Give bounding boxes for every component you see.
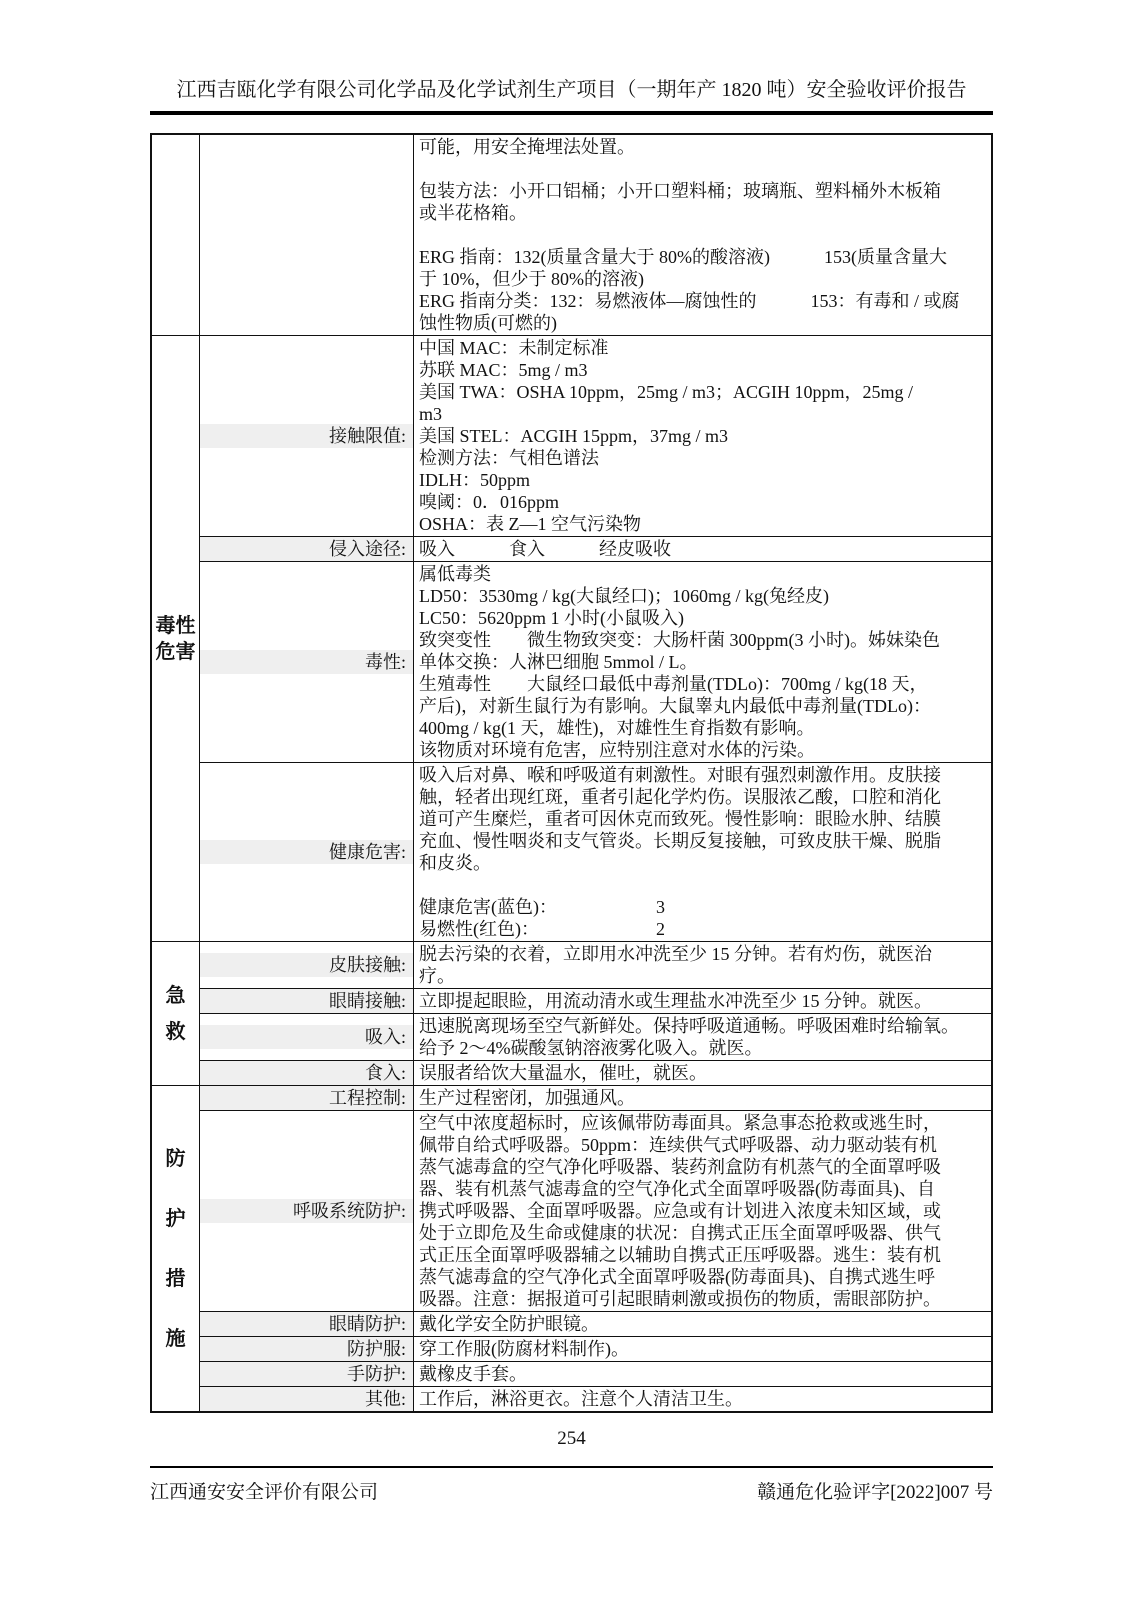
row-eye-contact — [200, 989, 991, 1014]
row-eye-protection — [200, 1312, 991, 1337]
row-packaging-erg — [200, 135, 991, 335]
row-label: 眼睛防护: — [200, 1312, 413, 1336]
row-label: 毒性: — [200, 650, 413, 674]
footer-doc-number: 赣通危化验评字[2022]007 号 — [757, 1482, 993, 1503]
page-number: 254 — [557, 1428, 586, 1449]
document-footer — [150, 1466, 993, 1504]
report-title: 江西吉瓯化学有限公司化学品及化学试剂生产项目（一期年产 1820 吨）安全验收评价报告 — [176, 79, 967, 101]
label-cell-empty — [200, 135, 414, 335]
row-label: 手防护: — [200, 1362, 413, 1386]
row-content: 吸入 食入 经皮吸收 — [419, 539, 671, 559]
row-ingestion — [200, 1061, 991, 1085]
row-label: 侵入途径: — [200, 537, 413, 561]
row-protective-clothing — [200, 1337, 991, 1362]
row-inhalation — [200, 1014, 991, 1061]
row-label: 呼吸系统防护: — [200, 1199, 413, 1223]
row-content: 脱去污染的衣着，立即用水冲洗至少 15 分钟。若有灼伤，就医治 疗。 — [419, 944, 932, 986]
msds-table — [150, 133, 993, 1413]
category-cell-empty — [152, 135, 200, 335]
row-engineering-control — [200, 1086, 991, 1111]
row-content: 误服者给饮大量温水，催吐，就医。 — [419, 1063, 707, 1083]
row-content: 戴化学安全防护眼镜。 — [419, 1314, 599, 1334]
row-label: 接触限值: — [200, 424, 413, 448]
category-cell-protective-measures: 防 护 措 施 — [152, 1086, 200, 1411]
category-cell-first-aid: 急 救 — [152, 942, 200, 1085]
row-content: 中国 MAC：未制定标准 苏联 MAC：5mg / m3 美国 TWA：OSHA 10ppm，25mg / m3；ACGIH 10ppm，25mg / m3 美国 STEL：ACGIH 15ppm，37mg / m3 检测方法：气相色谱法 IDLH：50ppm 嗅阈：0．016ppm OSHA：表 Z—1 空气污染物 — [419, 338, 914, 534]
row-invasion-route — [200, 537, 991, 562]
row-content: 属低毒类 LD50：3530mg / kg(大鼠经口)；1060mg / kg(兔经皮) LC50：5620ppm 1 小时(小鼠吸入) 致突变性 微生物致突变：大肠杆菌 300ppm(3 小时)。姊妹染色 单体交换：人淋巴细胞 5mmol / L。 生殖毒性 大鼠经口最低中毒剂量(TDLo)：700mg / kg(18 天， 产后)，对新生鼠行为有影响。大鼠睾丸内最低中毒剂量(TDLo)： 400mg / kg(1 天，雄性)，对雄性生育指数有影响。 该物质对环境有危害，应特别注意对水体的污染。 — [419, 564, 940, 760]
row-skin-contact — [200, 942, 991, 989]
report-header — [150, 78, 993, 115]
row-label: 工程控制: — [200, 1086, 413, 1110]
row-label: 食入: — [200, 1061, 413, 1085]
row-content: 生产过程密闭，加强通风。 — [419, 1088, 635, 1108]
footer-company: 江西通安安全评价有限公司 — [150, 1482, 379, 1503]
row-content: 戴橡皮手套。 — [419, 1364, 527, 1384]
row-hand-protection — [200, 1362, 991, 1387]
row-health-hazard — [200, 763, 991, 941]
row-content: 工作后，淋浴更衣。注意个人清洁卫生。 — [419, 1389, 743, 1409]
row-respiratory-protection — [200, 1111, 991, 1312]
row-label: 其他: — [200, 1387, 413, 1411]
row-label: 健康危害: — [200, 840, 413, 864]
row-content: 迅速脱离现场至空气新鲜处。保持呼吸道通畅。呼吸困难时给输氧。 给予 2～4%碳酸氢钠溶液雾化吸入。就医。 — [419, 1016, 959, 1058]
row-content: 穿工作服(防腐材料制作)。 — [419, 1339, 629, 1359]
row-label: 皮肤接触: — [200, 953, 413, 977]
section-continuation — [152, 135, 991, 336]
section-first-aid — [152, 942, 991, 1086]
row-other — [200, 1387, 991, 1411]
section-toxicity-hazard — [152, 336, 991, 942]
row-label: 防护服: — [200, 1337, 413, 1361]
row-content: 可能，用安全掩埋法处置。 包装方法：小开口铝桶；小开口塑料桶；玻璃瓶、塑料桶外木板箱 或半花格箱。 ERG 指南：132(质量含量大于 80%的酸溶液) 153(质量含量大 于 10%，但少于 80%的溶液) ERG 指南分类：132：易燃液体—腐蚀性的 153：有毒和 / 或腐 蚀性物质(可燃的) — [419, 137, 960, 333]
row-exposure-limit — [200, 336, 991, 537]
row-content: 立即提起眼睑，用流动清水或生理盐水冲洗至少 15 分钟。就医。 — [419, 991, 932, 1011]
row-toxicity — [200, 562, 991, 763]
row-content: 空气中浓度超标时，应该佩带防毒面具。紧急事态抢救或逃生时， 佩带自给式呼吸器。50ppm：连续供气式呼吸器、动力驱动装有机 蒸气滤毒盒的空气净化呼吸器、装药剂盒防有机蒸气的全面罩呼吸 器、装有机蒸气滤毒盒的空气净化式全面罩呼吸器(防毒面具)、自 携式呼吸器、全面罩呼吸器。应急或有计划进入浓度未知区域，或 处于立即危及生命或健康的状况：自携式正压全面罩呼吸器、供气 式正压全面罩呼吸器辅之以辅助自携式正压呼吸器。逃生：装有机 蒸气滤毒盒的空气净化式全面罩呼吸器(防毒面具)、自携式逃生呼 吸器。注意：据报道可引起眼睛刺激或损伤的物质，需眼部防护。 — [419, 1113, 941, 1309]
category-cell-toxicity-hazard: 毒性 危害 — [152, 336, 200, 941]
row-content: 吸入后对鼻、喉和呼吸道有刺激性。对眼有强烈刺激作用。皮肤接 触，轻者出现红斑，重者引起化学灼伤。误服浓乙酸，口腔和消化 道可产生糜烂，重者可因休克而致死。慢性影响：眼睑水肿、结膜 充血、慢性咽炎和支气管炎。长期反复接触，可致皮肤干燥、脱脂 和皮炎。 健康危害(蓝色)： 3 易燃性(红色)： 2 — [419, 765, 941, 939]
row-label: 眼睛接触: — [200, 989, 413, 1013]
row-label: 吸入: — [200, 1025, 413, 1049]
section-protective-measures — [152, 1086, 991, 1411]
